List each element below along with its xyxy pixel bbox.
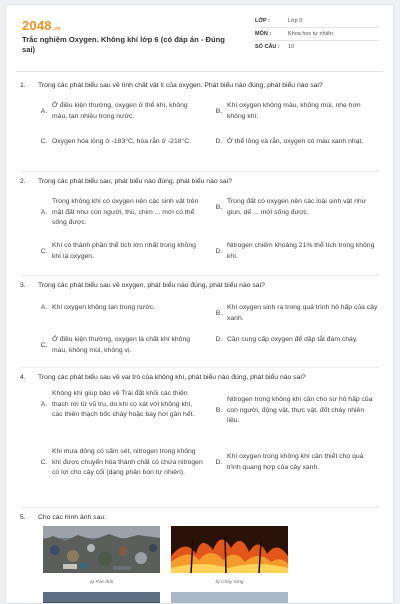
site-logo[interactable]: 2048.vn xyxy=(22,18,61,33)
question-2: 2. Trong các phát biểu sau, phát biểu nào đúng, phát biểu nào sai? A. Trong không khí có oxygen nên các sinh vật trên mặt đất như con người, thú, chim ... mới có thể sống được. B. Trong đất có oxygen nên các loài sinh vật như giun, dế ... mới sống được. C. Khí có thành phần thể tích lớn nhất trong không khí là oxygen. D. Nitrogen chiếm khoảng 21% thể tích trong không khí. xyxy=(20,177,382,187)
option-2d[interactable]: D. Nitrogen chiếm khoảng 21% thể tích trong không khí. xyxy=(215,242,375,260)
option-1b[interactable]: B. Khí oxygen không màu, không mùi, nhẹ hơn không khí. xyxy=(215,102,361,120)
question-3: 3. Trong các phát biểu sau về oxygen, phát biểu nào đúng, phát biểu nào sai? A. Khí oxygen không tan trong nước. B. Khí oxygen sinh ra trong quá trình hô hấp của cây xanh. C. Ở điều kiện thường, oxygen là chất khí không màu, không mùi, không vị. D. Cần cung cấp oxygen để dập tắt đám cháy. xyxy=(20,281,382,291)
third-image xyxy=(43,592,160,604)
option-1c[interactable]: C. Oxygen hóa lỏng ở -183°C, hóa rắn ở -218°C. xyxy=(40,138,192,146)
meta-row-class: LỚP : Lớp 6 xyxy=(255,15,379,28)
question-1: 1. Trong các phát biểu sau về tính chất vật lí của oxygen. Phát biểu nào đúng, phát biểu nào sai? A. Ở điều kiện thường, oxygen ở thể khí, không màu, tan nhiều trong nước. B. Khí oxygen không màu, không mùi, nhẹ hơn không khí. C. Oxygen hóa lỏng ở -183°C, hóa rắn ở -218°C. D. Ở thể lỏng và rắn, oxygen có màu xanh nhạt. xyxy=(20,81,382,91)
garbage-image xyxy=(43,526,160,573)
header xyxy=(6,5,393,65)
header-divider xyxy=(16,71,383,72)
document-page xyxy=(5,4,394,604)
option-1a[interactable]: A. Ở điều kiện thường, oxygen ở thể khí, không màu, tan nhiều trong nước. xyxy=(40,102,188,120)
option-1d[interactable]: D. Ở thể lỏng và rắn, oxygen có màu xanh nhạt. xyxy=(215,138,364,146)
fourth-image xyxy=(171,592,288,604)
question-divider xyxy=(20,507,379,508)
option-3a[interactable]: A. Khí oxygen không tan trong nước. xyxy=(40,304,156,312)
question-4: 4. Trong các phát biểu sau về vai trò của không khí, phát biểu nào đúng, phát biểu nào sai? A. Không khí giúp bảo vệ Trái đất khỏi các thiên thạch rơi từ vũ trụ, do khi cọ xát với không khí, các thiên thạch bốc cháy hoặc bay hơi gần hết. B. Nitrogen trong không khí cần cho sự hô hấp của con người, động vật, thực vật, đốt cháy nhiên liệu. C. Khi mưa dông có sấm sét, nitrogen trong không khí được chuyển hóa thành chất có chứa nitrogen có lợi cho cây cối (dạng phân bón tự nhiên). D. Khí oxygen trong không khí cần thiết cho quá trình quang hợp của cây xanh. xyxy=(20,373,382,383)
option-3b[interactable]: B. Khí oxygen sinh ra trong quá trình hô hấp của cây xanh. xyxy=(215,304,378,322)
option-2a[interactable]: A. Trong không khí có oxygen nên các sinh vật trên mặt đất như con người, thú, chim ... mới có thể sống được. xyxy=(40,198,199,226)
meta-table xyxy=(255,15,379,53)
meta-row-subject: MÔN : Khoa học tự nhiên xyxy=(255,28,379,41)
option-4b[interactable]: B. Nitrogen trong không khí cần cho sự hô hấp của con người, động vật, thực vật, đốt cháy nhiên liệu. xyxy=(215,396,373,424)
caption-forest-fire: b) Cháy rừng xyxy=(215,580,244,585)
option-2b[interactable]: B. Trong đất có oxygen nên các loài sinh vật như giun, dế ... mới sống được. xyxy=(215,198,367,216)
option-4d[interactable]: D. Khí oxygen trong không khí cần thiết cho quá trình quang hợp của cây xanh. xyxy=(215,453,364,471)
option-4a[interactable]: A. Không khí giúp bảo vệ Trái đất khỏi các thiên thạch rơi từ vũ trụ, do khi cọ xát với không khí, các thiên thạch bốc cháy hoặc bay hơi gần hết. xyxy=(40,390,195,418)
meta-row-count: SỐ CÂU : 10 xyxy=(255,44,295,50)
option-3c[interactable]: C. Ở điều kiện thường, oxygen là chất khí không màu, không mùi, không vị. xyxy=(40,336,191,354)
question-divider xyxy=(20,275,379,276)
option-2c[interactable]: C. Khí có thành phần thể tích lớn nhất trong không khí là oxygen. xyxy=(40,242,196,260)
page-title: Trắc nghiệm Oxygen. Không khí lớp 6 (có đáp án - Đúng sai) xyxy=(22,35,225,54)
forest-fire-image xyxy=(171,526,288,573)
question-5: 5. Cho các hình ảnh sau: xyxy=(20,514,107,521)
option-3d[interactable]: D. Cần cung cấp oxygen để dập tắt đám cháy. xyxy=(215,336,358,344)
caption-garbage: a) Rác thải xyxy=(89,580,114,585)
option-4c[interactable]: C. Khi mưa dông có sấm sét, nitrogen trong không khí được chuyển hóa thành chất có chứa nitrogen có lợi cho cây cối (dạng phân bón tự nhiên). xyxy=(40,448,203,476)
question-divider xyxy=(20,367,379,368)
question-divider xyxy=(20,171,379,172)
